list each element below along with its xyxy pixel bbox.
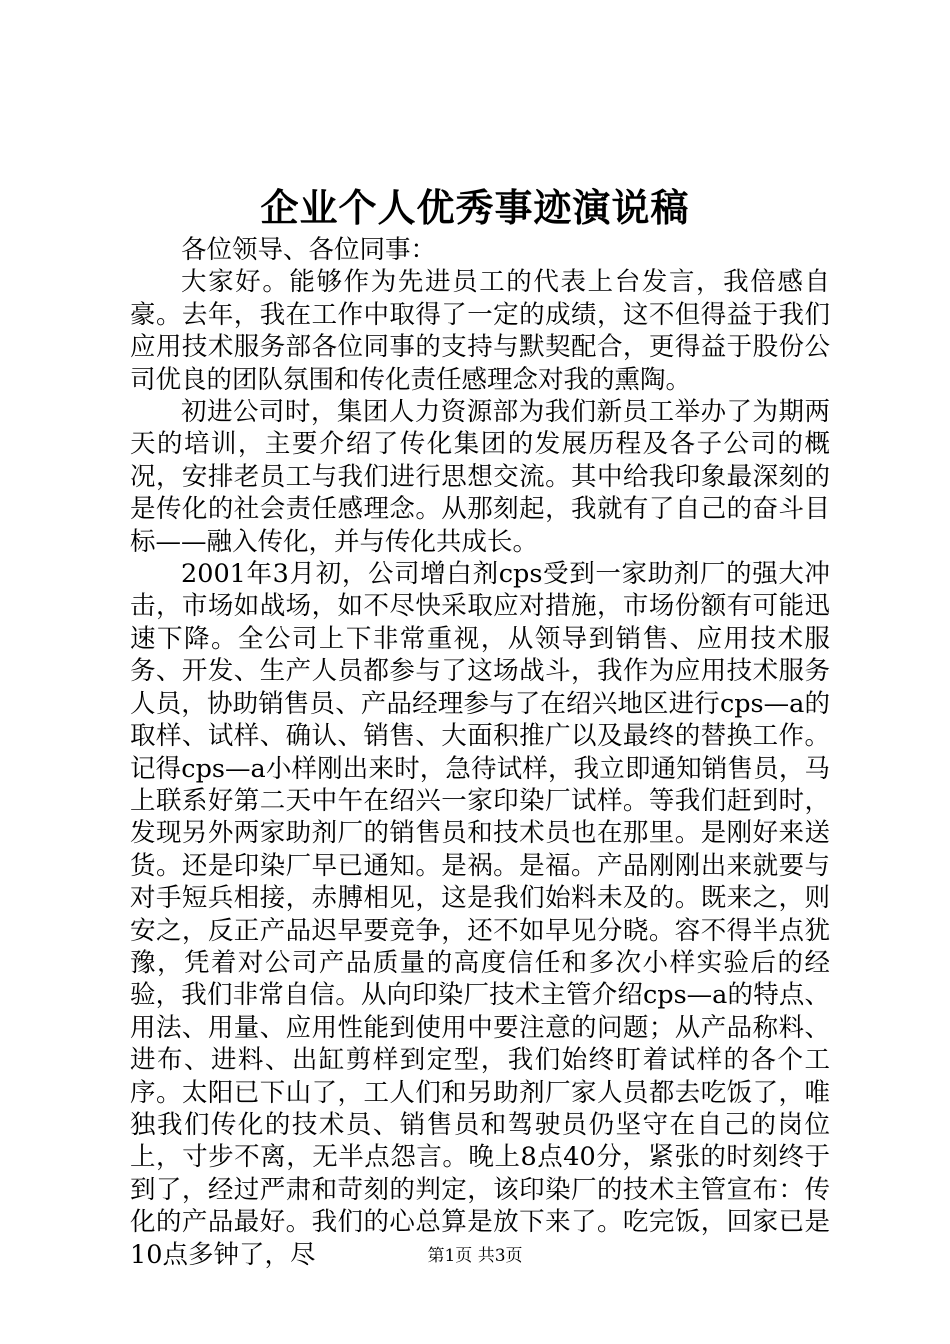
body-paragraph: 大家好。能够作为先进员工的代表上台发言，我倍感自豪。去年，我在工作中取得了一定的成绩，这不但得益于我们应用技术服务部各位同事的支持与默契配合，更得益于股份公司优良的团队氛围和传化责任感理念对我的熏陶。 [130,267,830,395]
salutation-paragraph: 各位领导、各位同事： [181,235,437,265]
page-footer: 第1页 共3页 [427,1246,523,1266]
document-body [130,234,830,1271]
body-paragraph: 初进公司时，集团人力资源部为我们新员工举办了为期两天的培训，主要介绍了传化集团的发展历程及各子公司的概况，安排老员工与我们进行思想交流。其中给我印象最深刻的是传化的社会责任感理念。从那刻起，我就有了自己的奋斗目标——融入传化，并与传化共成长。 [130,397,830,557]
document-title: 企业个人优秀事迹演说稿 [260,185,690,230]
body-paragraph: 2001年3月初，公司增白剂cps受到一家助剂厂的强大冲击，市场如战场，如不尽快采取应对措施，市场份额有可能迅速下降。全公司上下非常重视，从领导到销售、应用技术服务、开发、生产人员都参与了这场战斗，我作为应用技术服务人员，协助销售员、产品经理参与了在绍兴地区进行cps—a的取样、试样、确认、销售、大面积推广以及最终的替换工作。记得cps—a小样刚出来时，急待试样，我立即通知销售员，马上联系好第二天中午在绍兴一家印染厂试样。等我们赶到时，发现另外两家助剂厂的销售员和技术员也在那里。是刚好来送货。还是印染厂早已通知。是祸。是福。产品刚刚出来就要与对手短兵相接，赤膊相见，这是我们始料未及的。既来之，则安之，反正产品迟早要竞争，还不如早见分晓。容不得半点犹豫，凭着对公司产品质量的高度信任和多次小样实验后的经验，我们非常自信。从向印染厂技术主管介绍cps—a的特点、用法、用量、应用性能到使用中要注意的问题；从产品称料、进布、进料、出缸剪样到定型，我们始终盯着试样的各个工序。太阳已下山了，工人们和另助剂厂家人员都去吃饭了，唯独我们传化的技术员、销售员和驾驶员仍坚守在自己的岗位上，寸步不离，无半点怨言。晚上8点40分，紧张的时刻终于到了，经过严肃和苛刻的判定，该印染厂的技术主管宣布：传化的产品最好。我们的心总算是放下来了。吃完饭，回家已是10点多钟了，尽 [130,559,830,1270]
